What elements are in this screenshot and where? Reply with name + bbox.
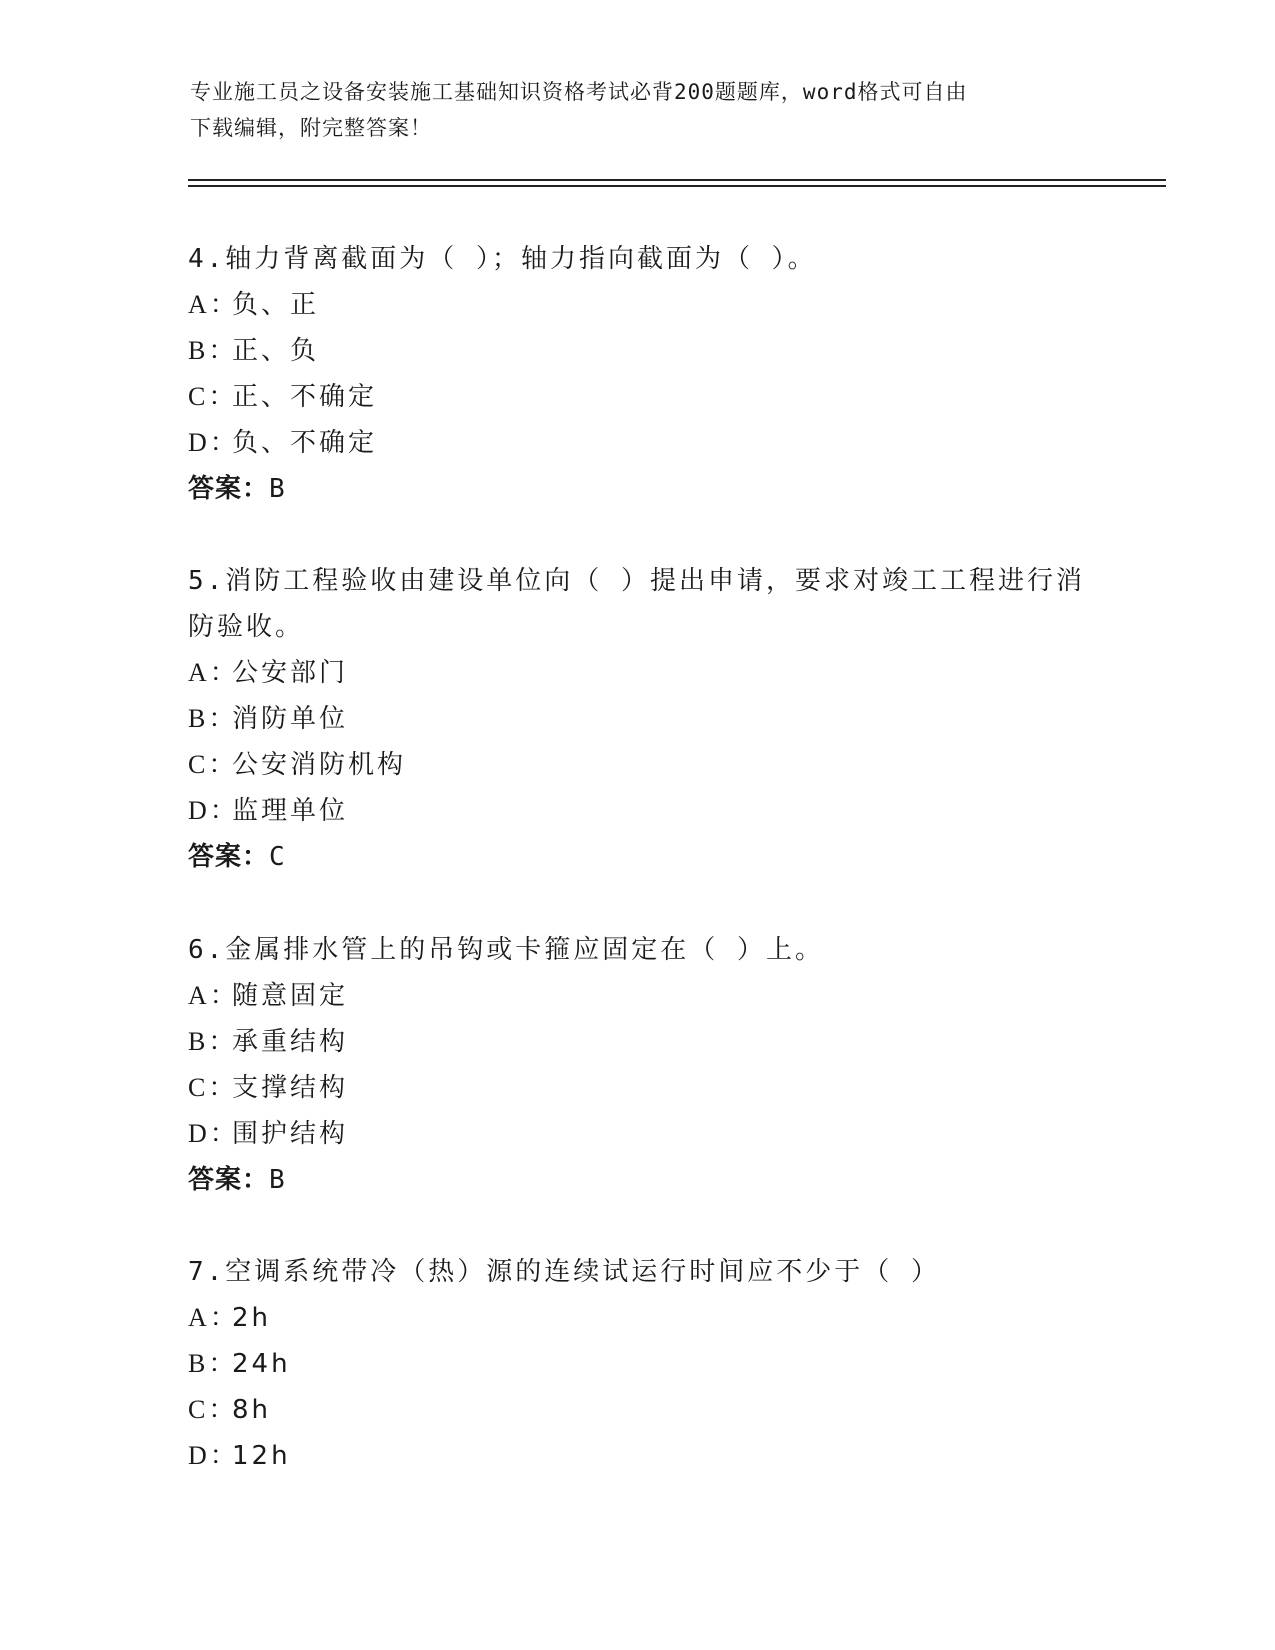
option-letter: D： [188, 428, 239, 457]
option-c [188, 1065, 1088, 1111]
option-letter: B： [188, 1027, 238, 1056]
option-text: 监理单位 [232, 796, 349, 826]
option-a [188, 1295, 1088, 1341]
option-text: 支撑结构 [232, 1073, 349, 1103]
answer-label: 答案： [188, 1165, 270, 1195]
option-text: 8h [232, 1395, 272, 1425]
header-divider-bottom [188, 185, 1166, 187]
option-b [188, 1341, 1088, 1387]
option-c [188, 742, 1088, 788]
answer-line [188, 466, 1088, 512]
answer-label: 答案： [188, 842, 270, 872]
option-c [188, 374, 1088, 420]
option-text: 随意固定 [232, 981, 349, 1011]
option-letter: B： [188, 1349, 238, 1378]
header-line-2: 下载编辑，附完整答案！ [190, 116, 432, 140]
option-d [188, 1111, 1088, 1157]
answer-label: 答案： [188, 474, 270, 504]
question-stem: 5.消防工程验收由建设单位向（ ）提出申请，要求对竣工工程进行消防验收。 [188, 566, 1085, 642]
option-text: 公安消防机构 [232, 750, 407, 780]
option-b [188, 696, 1088, 742]
answer-value: C [269, 842, 286, 872]
option-d [188, 788, 1088, 834]
option-letter: C： [188, 1395, 238, 1424]
option-letter: B： [188, 704, 238, 733]
option-text: 负、正 [232, 290, 320, 320]
option-letter: C： [188, 1073, 238, 1102]
question-7 [188, 1249, 1088, 1479]
option-text: 公安部门 [232, 658, 349, 688]
option-c [188, 1387, 1088, 1433]
option-letter: C： [188, 382, 238, 411]
option-a [188, 650, 1088, 696]
option-b [188, 328, 1088, 374]
option-text: 正、负 [232, 336, 320, 366]
header-divider-top [188, 179, 1166, 181]
option-d [188, 420, 1088, 466]
option-letter: B： [188, 336, 238, 365]
answer-value: B [269, 474, 286, 504]
option-letter: A： [188, 981, 239, 1010]
question-4 [188, 236, 1088, 512]
option-a [188, 282, 1088, 328]
question-stem: 4.轴力背离截面为（ ）；轴力指向截面为（ ）。 [188, 244, 817, 274]
option-text: 围护结构 [232, 1119, 349, 1149]
option-text: 消防单位 [232, 704, 349, 734]
option-text: 2h [232, 1303, 272, 1333]
option-text: 承重结构 [232, 1027, 349, 1057]
question-5 [188, 558, 1088, 880]
option-a [188, 973, 1088, 1019]
document-header [190, 74, 1090, 146]
question-6 [188, 927, 1088, 1203]
option-d [188, 1433, 1088, 1479]
option-text: 正、不确定 [232, 382, 378, 412]
option-text: 12h [232, 1441, 291, 1471]
option-letter: C： [188, 750, 238, 779]
question-stem: 6.金属排水管上的吊钩或卡箍应固定在（ ）上。 [188, 935, 824, 965]
option-text: 负、不确定 [232, 428, 378, 458]
option-letter: A： [188, 1303, 239, 1332]
answer-value: B [269, 1165, 286, 1195]
option-letter: A： [188, 658, 239, 687]
option-letter: A： [188, 290, 239, 319]
option-b [188, 1019, 1088, 1065]
answer-line [188, 834, 1088, 880]
option-letter: D： [188, 1119, 239, 1148]
option-letter: D： [188, 1441, 239, 1470]
header-line-1: 专业施工员之设备安装施工基础知识资格考试必背200题题库，word格式可自由 [190, 80, 968, 104]
option-text: 24h [232, 1349, 291, 1379]
answer-line [188, 1157, 1088, 1203]
option-letter: D： [188, 796, 239, 825]
question-stem: 7.空调系统带冷（热）源的连续试运行时间应不少于（ ） [188, 1257, 940, 1287]
